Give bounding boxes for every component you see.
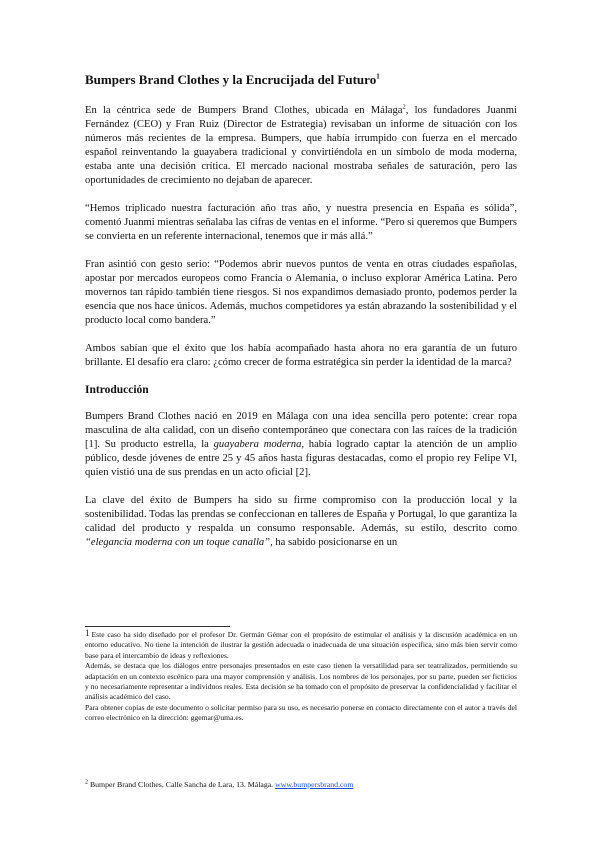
p6-text-b: ha sabido posicionarse en un [272,537,398,548]
paragraph-1 [85,104,517,188]
p1-text-a: En la céntrica sede de Bumpers Brand Clothes, ubicada en Málaga [85,105,403,116]
p1-footnote-mark[interactable]: 2 [402,103,406,111]
footnote-separator [85,626,230,627]
title-text: Bumpers Brand Clothes y la Encrucijada del Futuro [85,72,377,87]
footnote-1-b: Además, se destaca que los diálogos entre personajes presentados en este caso tienen la versatilidad para ser teatralizados, permitiendo su adaptación en un contexto escénico para una mayor comprensión y análisis. Los nombres de los personajes, por su parte, pueden ser ficticios y no necesariamente representar a individuos reales. Esta decisión se ha tomado con el propósito de preservar la confidencialidad y facilitar el análisis académico del caso. [85,661,517,702]
p6-italic: “elegancia moderna con un toque canalla”, [85,537,273,548]
paragraph-2: “Hemos triplicado nuestra facturación año tras año, y nuestra presencia en España es sólida”, comentó Juanmi mientras señalaba las cifras de ventas en el informe. “Pero si queremos que Bumpers se convierta en un referente internacional, tenemos que ir más allá.” [85,203,517,242]
footnote-2 [85,780,517,790]
paragraph-4: Ambos sabían que el éxito que los había acompañado hasta ahora no era garantía de un futuro brillante. El desafío era claro: ¿cómo crecer de forma estratégica sin perder la identidad de la marca? [85,343,517,368]
document-title [85,72,517,88]
footnote-2-text: Bumper Brand Clothes, Calle Sancha de Lara, 13. Málaga. [88,780,276,789]
footnote-1-mark: 1 [85,628,90,638]
paragraph-3: Fran asintió con gesto serio: “Podemos abrir nuevos puntos de venta en otras ciudades españolas, apostar por mercados europeos como Francia o Alemania, o incluso explorar América Latina. Pero movernos tan rápido también tiene riesgos. Si nos expandimos demasiado pronto, podemos perder la esencia que nos hace únicos. Además, muchos competidores ya están abrazando la sostenibilidad y el producto local como bandera.” [85,259,517,326]
paragraph-5 [85,410,517,480]
footnote-1-c: Para obtener copias de este documento o solicitar permiso para su uso, es necesario ponerse en contacto directamente con el autor a través del correo electrónico en la dirección: ggemar@uma.es. [85,702,517,723]
p6-text-a: La clave del éxito de Bumpers ha sido su firme compromiso con la producción local y la sostenibilidad. Todas las prendas se confeccionan en talleres de España y Portugal, lo que garantiza la calidad del producto y respalda un consumo responsable. Además, su estilo, descrito como [85,495,517,534]
p5-text-b: , había logrado captar la atención de un amplio público, desde jóvenes de entre 25 y 45 años hasta figuras destacadas, como el propio rey Felipe VI, quien vistió una de sus prendas en un acto oficial [2]. [85,439,517,478]
section-heading: Introducción [85,384,149,396]
website-link[interactable]: www.bumpersbrand.com [275,780,354,789]
paragraph-6 [85,494,517,550]
p1-text-b: , los fundadores Juanmi Fernández (CEO) y Fran Ruiz (Director de Estrategia) revisaban un informe de situación con los números más recientes de la empresa. Bumpers, que había irrumpido con fuerza en el mercado español reinventando la guayabera tradicional y convirtiéndola en un símbolo de moda moderna, estaba ante una decisión crítica. El mercado nacional mostraba señales de saturación, pero las oportunidades de crecimiento no dejaban de aparecer. [85,105,517,186]
footnote-2-mark: 2 [85,779,88,786]
title-footnote-mark[interactable]: 1 [376,72,380,81]
footnote-1-a-text: Este caso ha sido diseñado por el profesor Dr. Germán Gémar con el propósito de estimular el análisis y la discusión académica en un entorno educativo. No tiene la intención de ilustrar la gestión adecuada o inadecuada de una situación específica, sino más bien servir como base para el intercambio de ideas y reflexiones. [85,630,517,660]
p5-text-a: Bumpers Brand Clothes nació en 2019 en Málaga con una idea sencilla pero potente: crear ropa masculina de alta calidad, con un diseño contemporáneo que conectara con las raíces de la tradición [1]. Su producto estrella, la [85,411,517,450]
footnote-1-a [85,630,517,661]
main-content [85,72,517,550]
footnotes [85,630,517,724]
p5-italic: guayabera moderna [213,439,302,450]
